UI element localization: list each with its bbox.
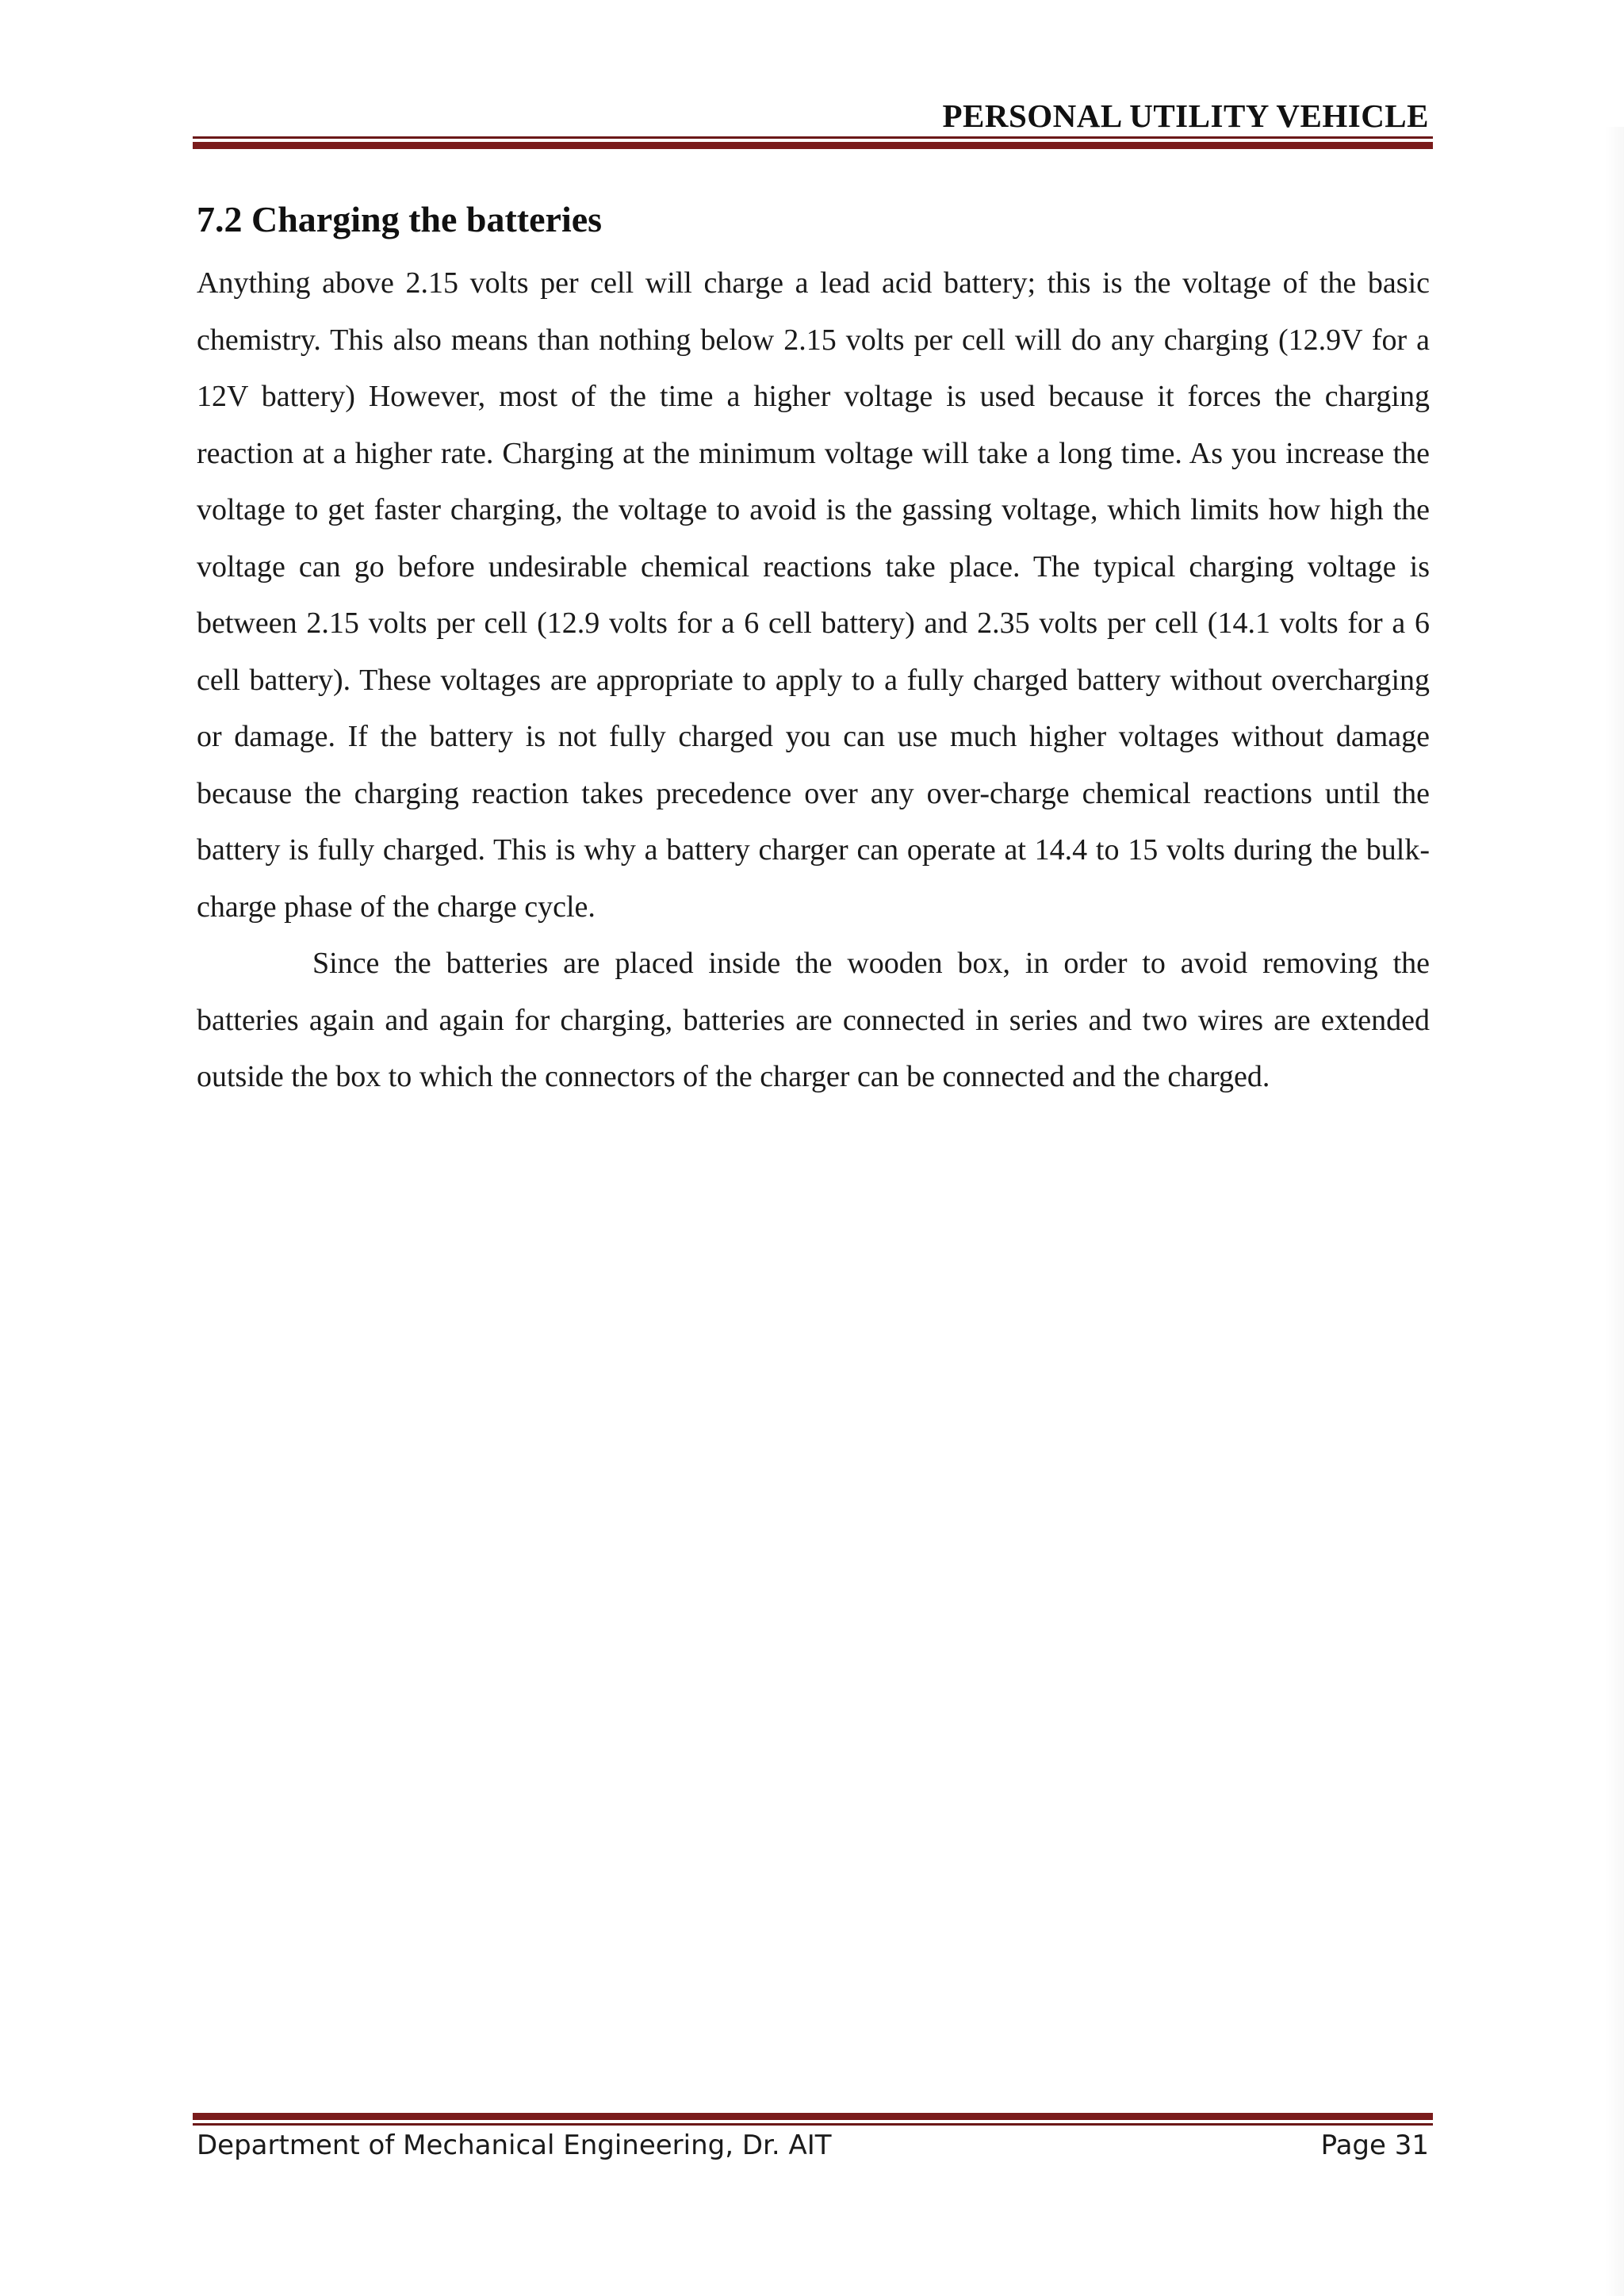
section-heading: 7.2 Charging the batteries [197, 199, 603, 239]
footer-rule [193, 2113, 1433, 2126]
footer-rule-thick-line [193, 2113, 1433, 2120]
running-header-title: PERSONAL UTILITY VEHICLE [942, 98, 1429, 134]
page-edge-shade [1605, 127, 1624, 2296]
body-paragraph-1: Anything above 2.15 volts per cell will charge a lead acid battery; this is the voltage of the basic chemistry. This also means than nothing below 2.15 volts per cell will do any charging (12.9V for a 12V battery) However, most of the time a higher voltage is used because it forces the charging reaction at a higher rate. Charging at the minimum voltage will take a long time. As you increase the voltage to get faster charging, the voltage to avoid is the gassing voltage, which limits how high the voltage can go before undesirable chemical reactions take place. The typical charging voltage is between 2.15 volts per cell (12.9 volts for a 6 cell battery) and 2.35 volts per cell (14.1 volts for a 6 cell battery). These voltages are appropriate to apply to a fully charged battery without overcharging or damage. If the battery is not fully charged you can use much higher voltages without damage because the charging reaction takes precedence over any over-charge chemical reactions until the battery is fully charged. This is why a battery charger can operate at 14.4 to 15 volts during the bulk-charge phase of the charge cycle. [197, 266, 1430, 924]
body-paragraph-2: Since the batteries are placed inside the wooden box, in order to avoid removing the batteries again and again for charging, batteries are connected in series and two wires are extended outside the box to which the connectors of the charger can be connected and the charged. [197, 947, 1430, 1093]
header-rule-thick-line [193, 142, 1433, 149]
footer-page-number: Page 31 [1320, 2130, 1429, 2161]
header-rule [193, 136, 1433, 149]
footer-rule-thin-line [193, 2123, 1433, 2126]
footer-department: Department of Mechanical Engineering, Dr. AIT [197, 2130, 832, 2161]
page-content [197, 193, 1430, 1106]
